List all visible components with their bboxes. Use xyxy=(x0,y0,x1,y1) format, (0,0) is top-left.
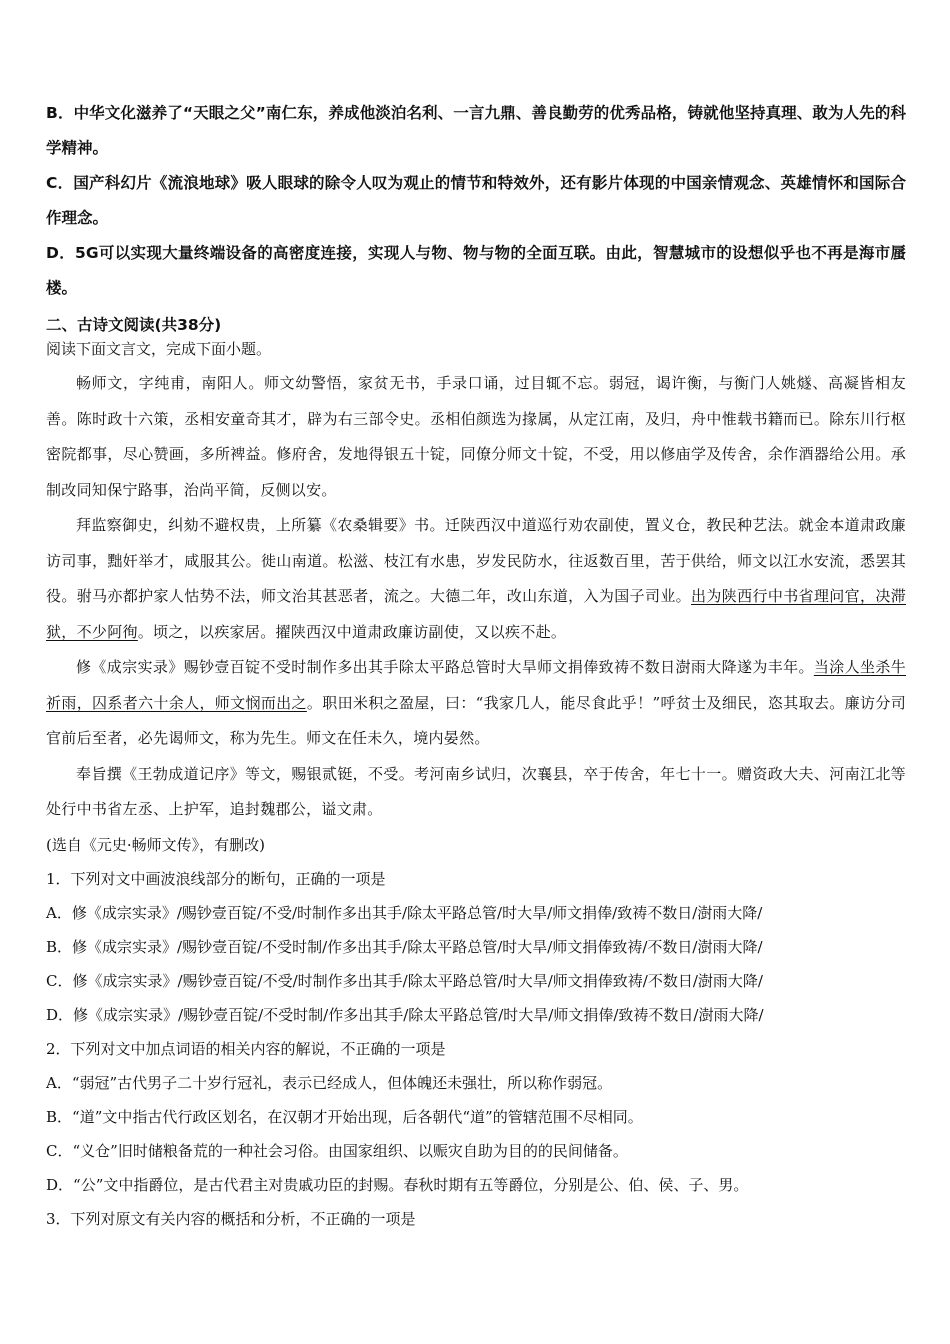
question-2-option-b: B．“道”文中指古代行政区划名，在汉朝才开始出现，后各朝代“道”的管辖范围不尽相同。 xyxy=(46,1107,643,1126)
underlined-sentence-2: 当涂人坐杀牛祈雨，囚系者六十余人，师文悯而出之 xyxy=(46,658,907,712)
question-2-option-c: C．“义仓”旧时储粮备荒的一种社会习俗。由国家组织、以赈灾自助为目的的民间储备。 xyxy=(46,1141,628,1160)
passage-paragraph-4: 奉旨撰《王勃成道记序》等文，赐银贰铤，不受。考河南乡试归，次襄县，卒于传舍，年七十一。赠资政大夫、河南江北等处行中书省左丞、上护军，追封魏郡公，谥文肃。 xyxy=(46,764,906,818)
option-b: B．中华文化滋养了“天眼之父”南仁东，养成他淡泊名利、一言九鼎、善良勤劳的优秀品格，铸就他坚持真理、敢为人先的科学精神。 xyxy=(46,104,906,157)
question-2-option-a: A．“弱冠”古代男子二十岁行冠礼，表示已经成人，但体魄还未强壮，所以称作弱冠。 xyxy=(46,1073,613,1092)
classical-passage xyxy=(46,366,906,828)
passage-paragraph-2: 拜监察御史，纠劾不避权贵，上所纂《农桑辑要》书。迁陕西汉中道巡行劝农副使，置义仓，教民种艺法。就金本道肃政廉访司事，黜奸举才，咸服其公。徙山南道。松滋、枝江有水患，岁发民防水，往返数百里，苦于供给，师文以江水安流，悉罢其役。驸马亦都护家人怙势不法，师文治其甚恶者，流之。大德二年，改山东道，入为国子司业。出为陕西行中书省理问官，决滞狱，不少阿徇。顷之，以疾家居。擢陕西汉中道肃政廉访副使，又以疾不赴。 xyxy=(46,516,907,641)
question-1-option-a: A．修《成宗实录》/赐钞壹百锭/不受/时制作多出其手/除太平路总管/时大旱/师文捐俸/致祷不数日/澍雨大降/ xyxy=(46,903,763,922)
option-c: C．国产科幻片《流浪地球》吸人眼球的除令人叹为观止的情节和特效外，还有影片体现的中国亲情观念、英雄情怀和国际合作理念。 xyxy=(46,174,906,227)
question-3-stem: 3．下列对原文有关内容的概括和分析，不正确的一项是 xyxy=(46,1209,416,1228)
document-page xyxy=(46,96,906,1236)
section-title: 二、古诗文阅读(共38分) xyxy=(46,316,222,334)
question-1-option-b: B．修《成宗实录》/赐钞壹百锭/不受时制/作多出其手/除太平路总管/时大旱/师文捐俸致祷/不数日/澍雨大降/ xyxy=(46,937,763,956)
passage-paragraph-1: 畅师文，字纯甫，南阳人。师文幼警悟，家贫无书，手录口诵，过目辄不忘。弱冠，谒许衡，与衡门人姚燧、高凝皆相友善。陈时政十六策，丞相安童奇其才，辟为右三部令史。丞相伯颜选为掾属，从定江南，及归，舟中惟载书籍而已。除东川行枢密院都事，尽心赞画，多所裨益。修府舍，发地得银五十锭，同僚分师文十锭，不受，用以修庙学及传舍，余作酒器给公用。承制改同知保宁路事，治尚平简，反侧以安。 xyxy=(46,374,906,499)
passage-paragraph-3: 修《成宗实录》赐钞壹百锭不受时制作多出其手除太平路总管时大旱师文捐俸致祷不数日澍雨大降遂为丰年。当涂人坐杀牛祈雨，囚系者六十余人，师文悯而出之。职田米积之盈屋，曰：“我家几人，能尽食此乎！”呼贫士及细民，恣其取去。廉访分司官前后至者，必先谒师文，称为先生。师文在任未久，境内晏然。 xyxy=(46,658,907,747)
question-1-stem: 1．下列对文中画波浪线部分的断句，正确的一项是 xyxy=(46,869,386,888)
question-1-option-d: D．修《成宗实录》/赐钞壹百锭/不受时制/作多出其手/除太平路总管/时大旱/师文捐俸/致祷不数日/澍雨大降/ xyxy=(46,1005,764,1024)
question-2-stem: 2．下列对文中加点词语的相关内容的解说，不正确的一项是 xyxy=(46,1039,446,1058)
option-d: D．5G可以实现大量终端设备的高密度连接，实现人与物、物与物的全面互联。由此，智慧城市的设想似乎也不再是海市蜃楼。 xyxy=(46,244,906,297)
question-1-option-c: C．修《成宗实录》/赐钞壹百锭/不受/时制作多出其手/除太平路总管/时大旱/师文捐俸致祷/不数日/澍雨大降/ xyxy=(46,971,763,990)
passage-source: (选自《元史·畅师文传》，有删改) xyxy=(46,835,265,854)
question-2-option-d: D．“公”文中指爵位，是古代君主对贵戚功臣的封赐。春秋时期有五等爵位，分别是公、伯、侯、子、男。 xyxy=(46,1175,749,1194)
wavy-line-segment: 修《成宗实录》赐钞壹百锭不受时制作多出其手除太平路总管时大旱师文捐俸致祷不数日澍雨大降遂为丰年。 xyxy=(76,658,814,676)
reading-instruction: 阅读下面文言文，完成下面小题。 xyxy=(46,340,272,358)
underlined-sentence-1: 出为陕西行中书省理问官，决滞狱，不少阿徇 xyxy=(46,587,907,641)
